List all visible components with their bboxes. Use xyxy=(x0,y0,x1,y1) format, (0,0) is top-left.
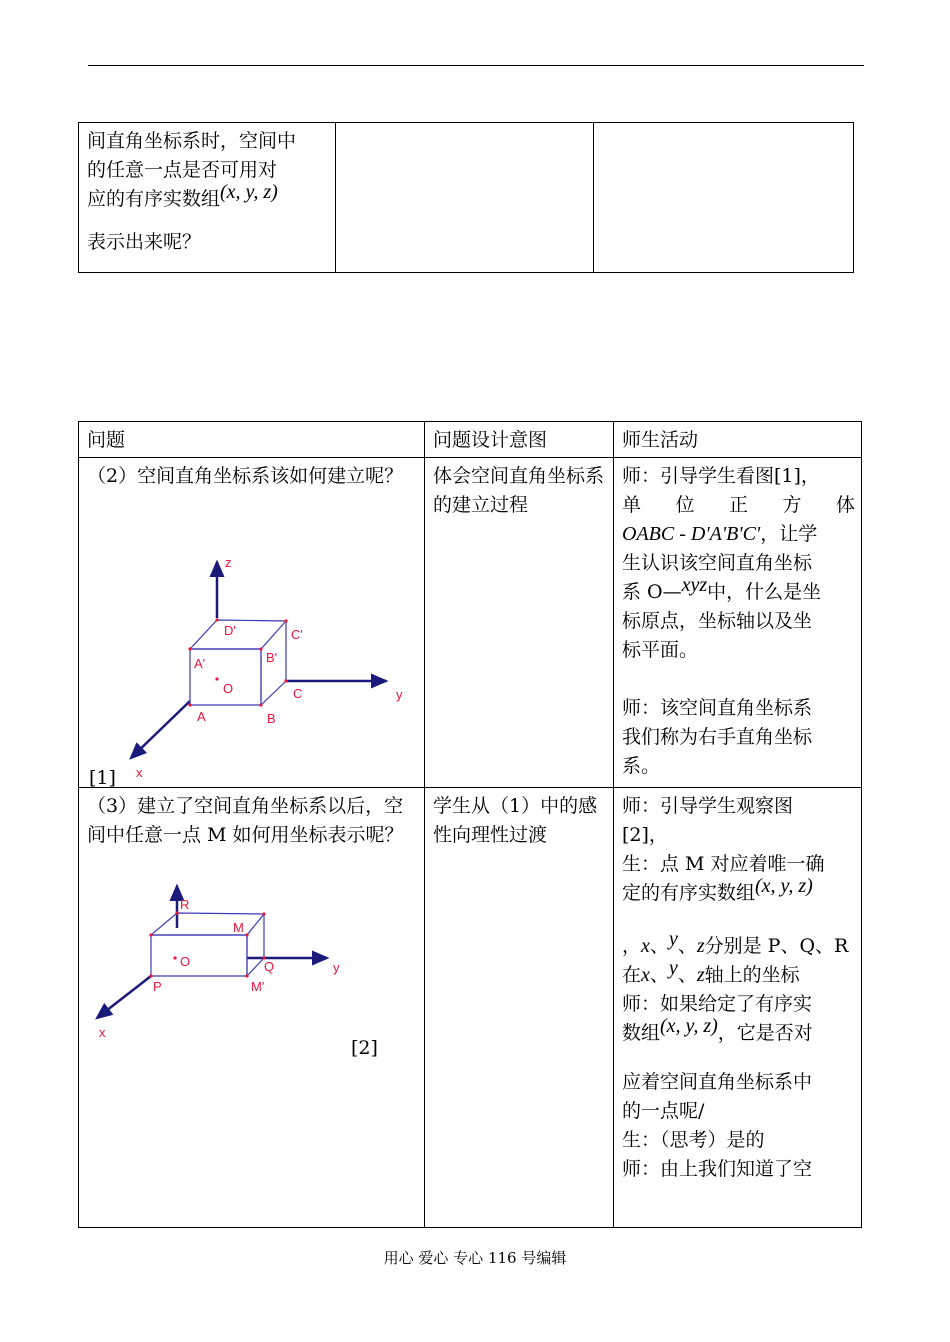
svg-text:C': C' xyxy=(291,627,303,642)
svg-text:Q: Q xyxy=(264,959,275,974)
svg-text:O: O xyxy=(223,681,234,696)
row2-activity: 师：引导学生观察图 [2]， 生：点 M 对应着唯一确 定的有序实数组(x, y, z) ，x、y、z分别是 P、Q、R 在x、y、z轴上的坐标 师：如果给定了有序实 数组(x, y, z)，它是否对 应着空间直角坐标系中 的一点呢/ 生：（思考）是的 师：由上我们知道了空 xyxy=(614,788,862,1228)
svg-text:M': M' xyxy=(251,979,265,994)
svg-text:x: x xyxy=(99,1025,106,1040)
axis-label-z: z xyxy=(225,555,232,570)
figure-2-label: [2] xyxy=(351,1037,378,1059)
question-cell: 间直角坐标系时，空间中 的任意一点是否可用对 应的有序实数组(x, y, z) 表示出来呢？ xyxy=(79,123,336,273)
svg-text:B': B' xyxy=(266,650,278,665)
page-footer: 用心 爱心 专心 116 号编辑 xyxy=(383,1249,567,1267)
svg-text:A': A' xyxy=(194,656,206,671)
intent-cell xyxy=(336,123,594,273)
header-rule xyxy=(88,65,864,66)
axis-label-x: x xyxy=(136,765,143,780)
svg-text:A: A xyxy=(197,709,206,724)
header-activity: 师生活动 xyxy=(614,422,862,458)
axis-label-y: y xyxy=(396,687,403,702)
svg-text:C: C xyxy=(293,686,303,701)
tuple-math: (x, y, z) xyxy=(220,181,278,203)
svg-text:y: y xyxy=(333,960,340,975)
table-row xyxy=(79,788,862,1228)
justified-line: 单 位 正 方 体 xyxy=(622,494,855,516)
table-continued xyxy=(78,122,854,273)
row2-intent: 学生从（1）中的感性向理性过渡 xyxy=(425,788,614,1228)
table-header-row xyxy=(79,422,862,458)
svg-text:B: B xyxy=(267,711,276,726)
row1-question: （2）空间直角坐标系该如何建立呢？ z y x D' C' A' B' O C A B [1] xyxy=(79,458,425,788)
svg-text:P: P xyxy=(153,979,162,994)
header-intent: 问题设计意图 xyxy=(425,422,614,458)
activity-cell xyxy=(594,123,854,273)
figure-1-label: [1] xyxy=(89,767,116,789)
svg-text:R: R xyxy=(180,897,190,912)
lesson-table xyxy=(78,421,862,1228)
svg-text:O: O xyxy=(180,954,191,969)
svg-text:D': D' xyxy=(224,623,236,638)
svg-text:M: M xyxy=(233,920,244,935)
cube-name-math: OABC - D'A'B'C' xyxy=(622,523,761,545)
header-question: 问题 xyxy=(79,422,425,458)
row1-intent: 体会空间直角坐标系的建立过程 xyxy=(425,458,614,788)
row1-activity: 师：引导学生看图[1]， 单 位 正 方 体 OABC - D'A'B'C'，让学 生认识该空间直角坐标 系 O—xyz中，什么是坐 标原点，坐标轴以及坐 标平面。 师：该空间直角坐标系 我们称为右手直角坐标 系。 xyxy=(614,458,862,788)
table-row xyxy=(79,458,862,788)
row2-question: （3）建立了空间直角坐标系以后，空间中任意一点 M 如何用坐标表示呢？ R M O Q y P M' x [2] xyxy=(79,788,425,1228)
figure-1-cube xyxy=(79,523,409,780)
